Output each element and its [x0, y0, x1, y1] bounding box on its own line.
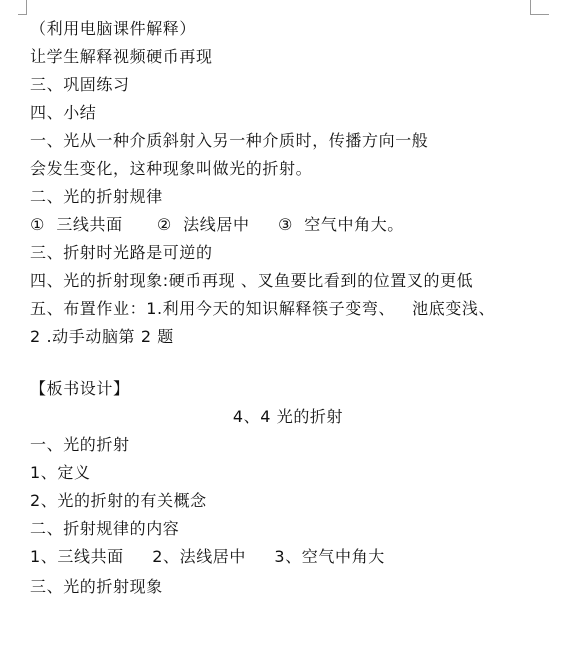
board-line-5: 1、三线共面 2、法线居中 3、空气中角大 [30, 547, 385, 566]
text-line-11: 五、布置作业：1.利用今天的知识解释筷子变弯、 池底变浅、 [30, 299, 496, 318]
board-line-6: 三、光的折射现象 [30, 577, 163, 596]
board-line-4: 二、折射规律的内容 [30, 519, 180, 538]
text-line-4: 四、小结 [30, 103, 97, 122]
text-line-8: ① 三线共面 ② 法线居中 ③ 空气中角大。 [30, 215, 404, 234]
board-title: 4、4 光的折射 [232, 407, 344, 426]
board-line-2: 1、定义 [30, 463, 91, 482]
board-heading: 【板书设计】 [30, 379, 130, 398]
text-line-2: 让学生解释视频硬币再现 [30, 47, 213, 66]
page-corner-mark-right [530, 0, 549, 15]
text-line-5: 一、光从一种介质斜射入另一种介质时，传播方向一般 [30, 131, 429, 150]
text-line-1: （利用电脑课件解释） [30, 19, 197, 38]
text-line-3: 三、巩固练习 [30, 75, 130, 94]
text-line-9: 三、折射时光路是可逆的 [30, 243, 213, 262]
text-line-12: 2 .动手动脑第 2 题 [30, 327, 174, 346]
board-line-1: 一、光的折射 [30, 435, 130, 454]
board-line-3: 2、光的折射的有关概念 [30, 491, 207, 510]
page-corner-mark-left [18, 0, 27, 15]
text-line-7: 二、光的折射规律 [30, 187, 163, 206]
text-line-10: 四、光的折射现象:硬币再现 、叉鱼要比看到的位置叉的更低 [30, 271, 474, 290]
text-line-6: 会发生变化，这种现象叫做光的折射。 [30, 159, 313, 178]
